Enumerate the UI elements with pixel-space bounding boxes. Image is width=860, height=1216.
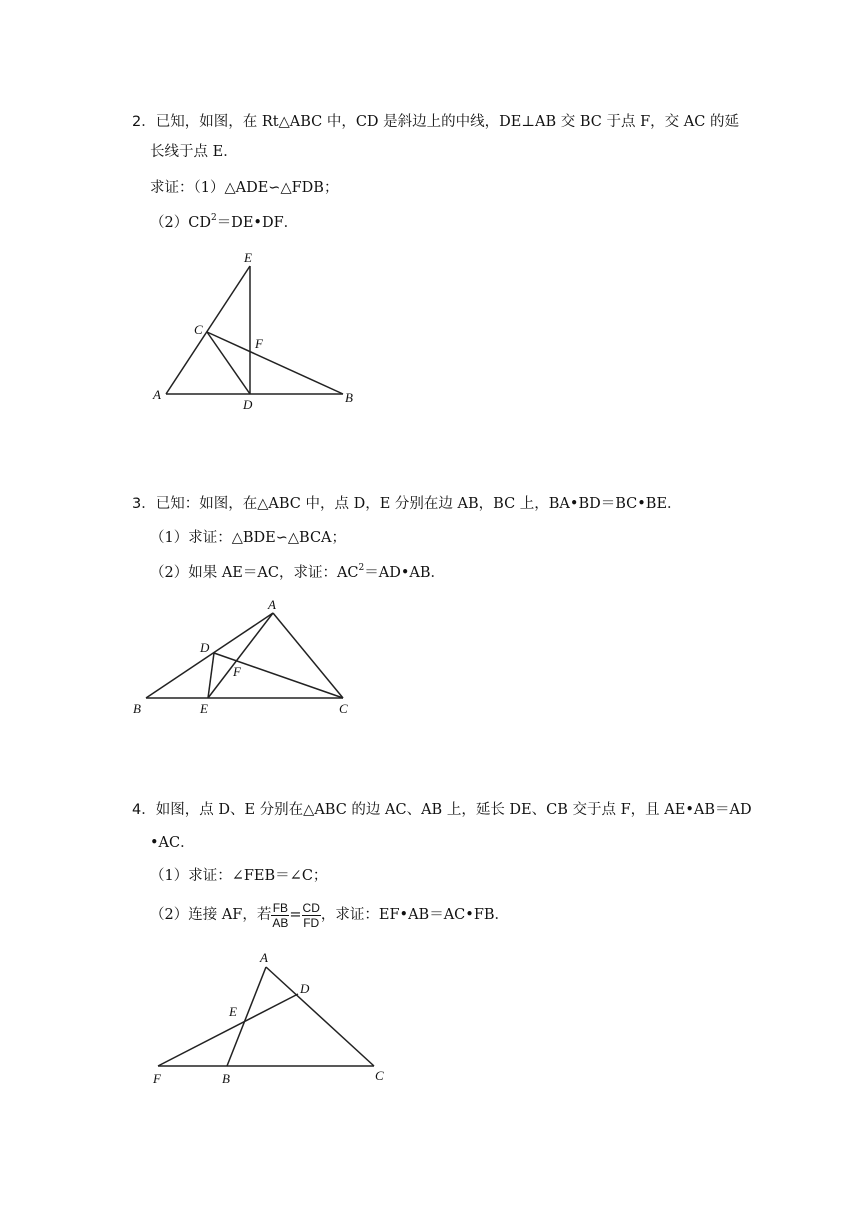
label-A: A [268, 597, 276, 612]
problem-2-stem-line2: 长线于点 E． [150, 144, 238, 160]
fraction-cd-fd-numerator: CD [302, 900, 320, 915]
problem-3-stem-text: ．已知：如图，在△ABC 中，点 D，E 分别在边 AB，BC 上，BA•BD＝BC•BE． [141, 496, 682, 512]
problem-2-part2-prefix: （2）CD [150, 215, 211, 231]
label-F: F [255, 336, 263, 351]
problem-3-part2-sup: 2 [358, 563, 365, 573]
label-B: B [133, 701, 141, 716]
label-C: C [194, 322, 203, 337]
problem-3-number: 3 [132, 496, 142, 512]
label-A: A [153, 387, 161, 402]
problem-4-stem-text: ．如图，点 D、E 分别在△ABC 的边 AC、AB 上，延长 DE、CB 交于点 F，且 AE•AB＝AD [141, 802, 752, 818]
label-F: F [153, 1071, 161, 1086]
fraction-equals: = [289, 907, 302, 923]
segment-AC [266, 967, 374, 1066]
problem-2-part1: 求证：（1）△ADE∽△FDB； [150, 180, 339, 196]
problem-3-part2-prefix: （2）如果 AE＝AC，求证：AC [150, 565, 359, 581]
problem-4-part2-prefix: （2）连接 AF，若 [150, 907, 272, 923]
problem-3-part2-suffix: ＝AD•AB． [364, 565, 446, 581]
label-D: D [243, 397, 253, 412]
label-C: C [375, 1068, 384, 1083]
problem-4-part1: （1）求证：∠FEB＝∠C； [150, 868, 328, 884]
fraction-fb-ab-numerator: FB [272, 900, 289, 915]
label-E: E [244, 250, 252, 265]
fraction-fb-ab-denominator: AB [272, 915, 289, 930]
label-E: E [200, 701, 208, 716]
label-A: A [260, 950, 268, 965]
segment-FD [158, 994, 298, 1066]
problem-2-part2-suffix: ＝DE•DF． [216, 215, 299, 231]
label-C: C [339, 701, 348, 716]
label-F: F [233, 664, 241, 679]
problem-4-stem-line2: •AC． [150, 835, 195, 851]
label-B: B [345, 390, 353, 405]
label-E: E [229, 1004, 237, 1019]
problem-2-stem-text: ．已知，如图，在 Rt△ABC 中，CD 是斜边上的中线，DE⊥AB 交 BC 于点 F，交 AC 的延 [141, 114, 739, 130]
problem-3-part1: （1）求证：△BDE∽△BCA； [150, 530, 347, 546]
problem-2-number: 2 [132, 114, 142, 130]
label-D: D [300, 981, 310, 996]
problem-2-part2-sup: 2 [210, 213, 217, 223]
label-B: B [222, 1071, 230, 1086]
fraction-cd-fd-denominator: FD [303, 915, 320, 930]
problem-4-number: 4 [132, 802, 142, 818]
problem-4-part2-suffix: ，求证：EF•AB＝AC•FB． [320, 907, 510, 923]
label-D: D [200, 640, 210, 655]
